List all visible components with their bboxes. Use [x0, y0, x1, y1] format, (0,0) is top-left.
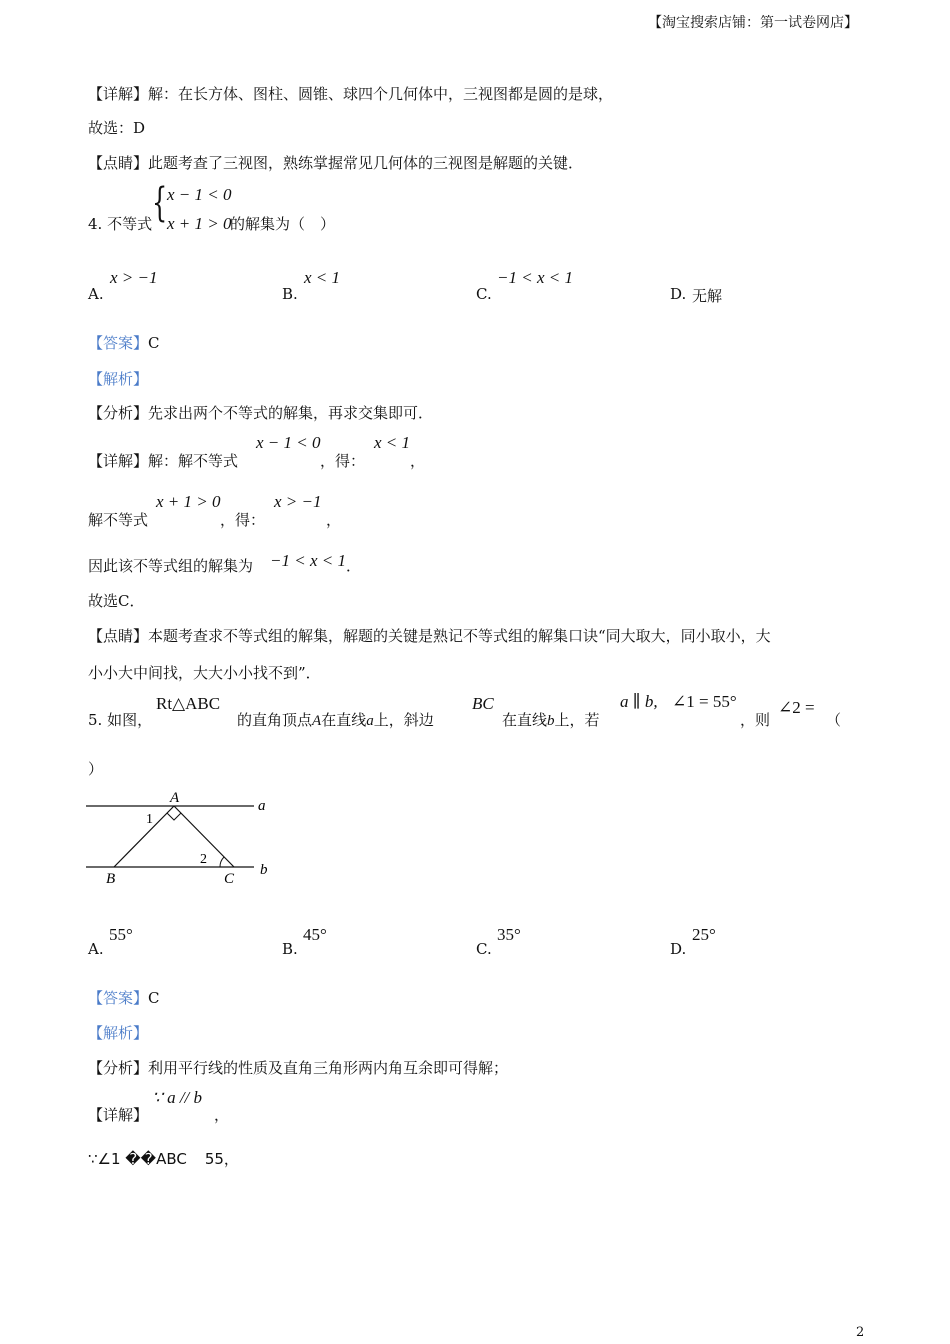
q5-option-b-value: 45° — [303, 925, 327, 944]
q5-option-d-value: 25° — [692, 925, 716, 944]
label-point-a: A — [170, 790, 180, 806]
q4-comment-1: 【点睛】本题考查求不等式组的解集，解题的关键是熟记不等式组的解集口诀“同大取大，同小取小，大 — [88, 627, 771, 645]
q5-option-a-value: 55° — [109, 925, 133, 944]
q4-option-d-label: D. — [670, 285, 687, 303]
q4-detail1-ineq: x − 1 < 0 — [256, 433, 321, 452]
q5-option-b-label: B. — [282, 940, 298, 958]
q4-detail1-c: ， — [410, 452, 426, 470]
q4-detail1-a: 【详解】解：解不等式 — [88, 452, 239, 470]
q5-ask: ∠2 = — [778, 698, 815, 717]
q5-analysis-tag: 【解析】 — [88, 1024, 149, 1042]
q5-answer — [88, 987, 160, 1008]
q4-detail2-res: x > −1 — [274, 492, 322, 511]
q4-detail2-b: ，得： — [220, 511, 266, 529]
q4-answer — [88, 332, 160, 353]
q4-detail2-a: 解不等式 — [88, 511, 149, 529]
q4-option-c-value: −1 < x < 1 — [497, 268, 573, 287]
q5-analysis: 【分析】利用平行线的性质及直角三角形两内角互余即可得解； — [88, 1059, 509, 1077]
label-line-b: b — [260, 862, 268, 878]
q4-comment-2: 小小大中间找，大大小小找不到”． — [88, 664, 321, 682]
q5-mid1: 的直角顶点A在直线a上，斜边 — [237, 711, 434, 729]
q4-analysis-tag: 【解析】 — [88, 370, 149, 388]
q4-option-b-value: x < 1 — [304, 268, 341, 287]
q5-option-a-label: A. — [88, 940, 104, 958]
q4-analysis: 【分析】先求出两个不等式的解集，再求交集即可． — [88, 404, 434, 422]
q5-option-d-label: D. — [670, 940, 687, 958]
q4-prefix: 4. 不等式 — [88, 215, 153, 233]
q5-cond-parallel: a ∥ b, — [620, 692, 658, 711]
q4-suffix: 的解集为（ ） — [230, 215, 336, 233]
q4-option-a-value: x > −1 — [110, 268, 158, 287]
q4-answer-tag: 【答案】 — [88, 334, 149, 352]
q3-detail: 【详解】解：在长方体、图柱、圆锥、球四个几何体中，三视图都是圆的是球， — [88, 85, 614, 103]
q4-detail3-a: 因此该不等式组的解集为 — [88, 557, 254, 575]
q4-ineq-1: x − 1 < 0 — [167, 185, 232, 204]
q5-answer-value: C — [148, 989, 160, 1007]
side-ab — [114, 806, 174, 867]
q5-mid4: 在直线b上，若 — [502, 711, 600, 729]
q4-option-d-value: 无解 — [692, 287, 723, 305]
q4-option-a-label: A. — [88, 285, 104, 303]
q5-prefix: 5. 如图， — [88, 711, 153, 729]
label-point-b: B — [106, 871, 116, 887]
q5-figure — [82, 788, 282, 888]
q4-option-b-label: B. — [282, 285, 298, 303]
q4-detail3-b: ． — [346, 557, 362, 575]
q4-detail2-ineq: x + 1 > 0 — [156, 492, 221, 511]
q5-garbled-line: ∵∠1 ��ABC 55， — [88, 1150, 239, 1168]
angle-2-arc — [220, 857, 224, 867]
q5-detail-tag: 【详解】 — [88, 1106, 149, 1124]
label-point-c: C — [224, 871, 235, 887]
q5-paren-close: ） — [88, 760, 104, 778]
q4-ineq-2: x + 1 > 0 — [167, 214, 232, 233]
right-angle-mark — [167, 813, 181, 820]
q4-answer-value: C — [148, 334, 160, 352]
q5-mid6: ，则 — [740, 711, 771, 729]
label-angle-2: 2 — [200, 852, 207, 867]
q5-paren-open: （ — [826, 711, 842, 729]
q4-detail2-c: ， — [326, 511, 342, 529]
q4-detail1-b: ，得： — [320, 452, 366, 470]
q5-answer-tag: 【答案】 — [88, 989, 149, 1007]
q4-choose: 故选C． — [88, 592, 145, 610]
q5-option-c-label: C. — [476, 940, 492, 958]
q4-detail3-res: −1 < x < 1 — [270, 551, 346, 570]
q4-brace: { — [152, 180, 168, 226]
q4-option-c-label: C. — [476, 285, 492, 303]
q3-comment: 【点睛】此题考查了三视图，熟练掌握常见几何体的三视图是解题的关键． — [88, 154, 584, 172]
label-line-a: a — [258, 798, 266, 814]
q5-option-c-value: 35° — [497, 925, 521, 944]
label-angle-1: 1 — [146, 812, 153, 827]
q5-detail-math: ∵ a // b — [152, 1088, 203, 1107]
q3-choose: 故选：D — [88, 119, 146, 137]
q5-detail-comma: ， — [214, 1106, 230, 1124]
q5-triangle-name: Rt△ABC — [156, 694, 221, 713]
q4-detail1-res: x < 1 — [374, 433, 411, 452]
q5-cond-angle1: ∠1 = 55° — [672, 692, 737, 711]
page-number: 2 — [856, 1325, 865, 1340]
q5-seg-bc: BC — [472, 694, 494, 713]
store-header: 【淘宝搜索店铺：第一试卷网店】 — [648, 15, 858, 31]
